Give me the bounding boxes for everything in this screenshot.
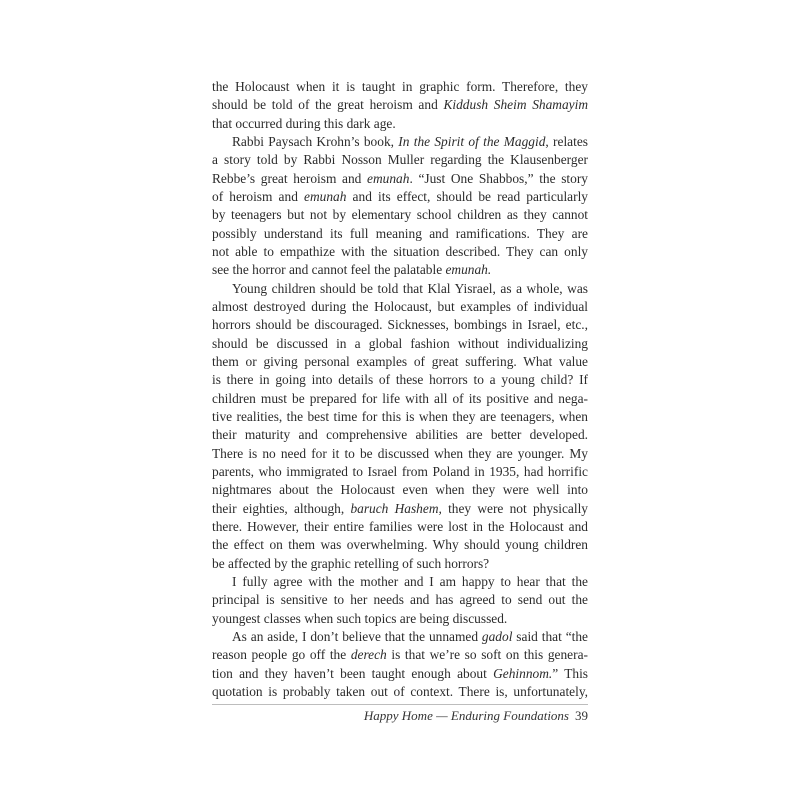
text-segment: is there in going into details of these horrors to a young child? If: [212, 372, 588, 388]
text-segment: should be discussed in a global fashion without individualizing: [212, 335, 588, 351]
text-line: [212, 628, 588, 646]
page-number: 39: [575, 708, 588, 723]
page-footer: [212, 708, 588, 724]
text-segment: principal is sensitive to her needs and has agreed to send out the: [212, 592, 588, 608]
italic-text: In the Spirit of the Maggid: [398, 133, 546, 149]
text-segment: should be told of the great heroism and: [212, 97, 444, 113]
text-segment: said that “the: [512, 628, 588, 644]
text-line: [212, 463, 588, 481]
text-segment: , relates: [545, 133, 588, 149]
italic-text: Gehinnom.: [493, 665, 553, 681]
text-segment: of heroism and: [212, 188, 305, 204]
text-segment: the Holocaust when it is taught in graphic form. Therefore, they: [212, 79, 588, 94]
running-title: Happy Home — Enduring Foundations: [363, 708, 569, 723]
text-line: [212, 206, 588, 224]
text-line: [212, 261, 588, 279]
text-segment: I fully agree with the mother and I am happy to hear that the: [232, 573, 588, 589]
text-segment: possibly understand its full meaning and ramifications. They are: [212, 225, 588, 241]
text-segment: tion and they haven’t been taught enough about: [212, 665, 494, 681]
text-line: [212, 408, 588, 426]
text-line: [212, 96, 588, 114]
text-segment: by teenagers but not by elementary school children as they cannot: [212, 207, 588, 223]
text-segment: horrors should be discouraged. Sicknesses, bombings in Israel, etc.,: [212, 317, 588, 333]
text-line: [212, 536, 588, 554]
text-segment: that occurred during this dark age.: [212, 115, 396, 131]
text-line: [212, 225, 588, 243]
text-segment: As an aside, I don’t believe that the unnamed: [232, 628, 482, 644]
text-segment: and its effect, should be read particularly: [346, 188, 588, 204]
text-segment: There is no need for it to be discussed when they are younger. My: [212, 445, 588, 461]
text-line: [212, 426, 588, 444]
text-line: [212, 316, 588, 334]
text-line: [212, 115, 588, 133]
text-segment: they were not physically: [441, 500, 588, 516]
text-segment: their eighties, although,: [212, 500, 351, 516]
text-segment: quotation is probably taken out of context. There is, unfortunately,: [212, 683, 588, 699]
text-line: [212, 665, 588, 683]
text-line: [212, 243, 588, 261]
body-text: [212, 78, 588, 701]
text-line: [212, 481, 588, 499]
text-segment: reason people go off the: [212, 647, 351, 663]
text-segment: . “Just One Shabbos,” the story: [409, 170, 588, 186]
text-line: [212, 188, 588, 206]
text-line: [212, 646, 588, 664]
text-segment: Young children should be told that Klal Yisrael, as a whole, was: [232, 280, 588, 296]
text-segment: ” This: [552, 665, 588, 681]
italic-text: gadol: [481, 628, 513, 644]
text-segment: their maturity and comprehensive abilities are better developed.: [212, 427, 588, 443]
text-line: [212, 610, 588, 628]
text-segment: parents, who immigrated to Israel from Poland in 1935, had horrific: [212, 463, 588, 479]
text-segment: not able to empathize with the situation described. They can only: [212, 243, 588, 259]
text-line: [212, 371, 588, 389]
text-line: [212, 280, 588, 298]
footer-rule: [212, 704, 588, 705]
text-line: [212, 683, 588, 701]
text-line: [212, 133, 588, 151]
text-line: [212, 335, 588, 353]
text-segment: tive realities, the best time for this is when they are teenagers, when: [212, 408, 588, 424]
text-segment: almost destroyed during the Holocaust, but examples of individual: [212, 298, 588, 314]
text-line: [212, 390, 588, 408]
text-line: [212, 151, 588, 169]
italic-text: baruch Hashem,: [350, 500, 442, 516]
italic-text: emunah: [367, 170, 410, 186]
text-segment: see the horror and cannot feel the palatable: [212, 262, 446, 278]
italic-text: emunah: [304, 188, 347, 204]
italic-text: Kiddush Sheim Shamayim: [443, 97, 588, 113]
text-segment: the effect on them was overwhelming. Why should young children: [212, 537, 588, 553]
text-line: [212, 500, 588, 518]
text-segment: a story told by Rabbi Nosson Muller regarding the Klausenberger: [212, 152, 588, 168]
text-segment: them or giving personal examples of great suffering. What value: [212, 353, 588, 369]
text-line: [212, 78, 588, 96]
text-line: [212, 555, 588, 573]
text-segment: be affected by the graphic retelling of such horrors?: [212, 555, 490, 571]
text-line: [212, 170, 588, 188]
italic-text: emunah.: [445, 262, 492, 278]
text-line: [212, 591, 588, 609]
text-line: [212, 298, 588, 316]
text-line: [212, 445, 588, 463]
text-line: [212, 353, 588, 371]
text-line: [212, 518, 588, 536]
text-segment: children must be prepared for life with all of its positive and nega-: [212, 390, 588, 406]
text-segment: is that we’re so soft on this genera-: [386, 647, 588, 663]
text-segment: Rabbi Paysach Krohn’s book,: [232, 133, 399, 149]
text-segment: nightmares about the Holocaust even when they were well into: [212, 482, 588, 498]
text-segment: youngest classes when such topics are being discussed.: [212, 610, 508, 626]
text-segment: Rebbe’s great heroism and: [212, 170, 368, 186]
text-line: [212, 573, 588, 591]
italic-text: derech: [350, 647, 387, 663]
text-segment: there. However, their entire families were lost in the Holocaust and: [212, 518, 588, 534]
